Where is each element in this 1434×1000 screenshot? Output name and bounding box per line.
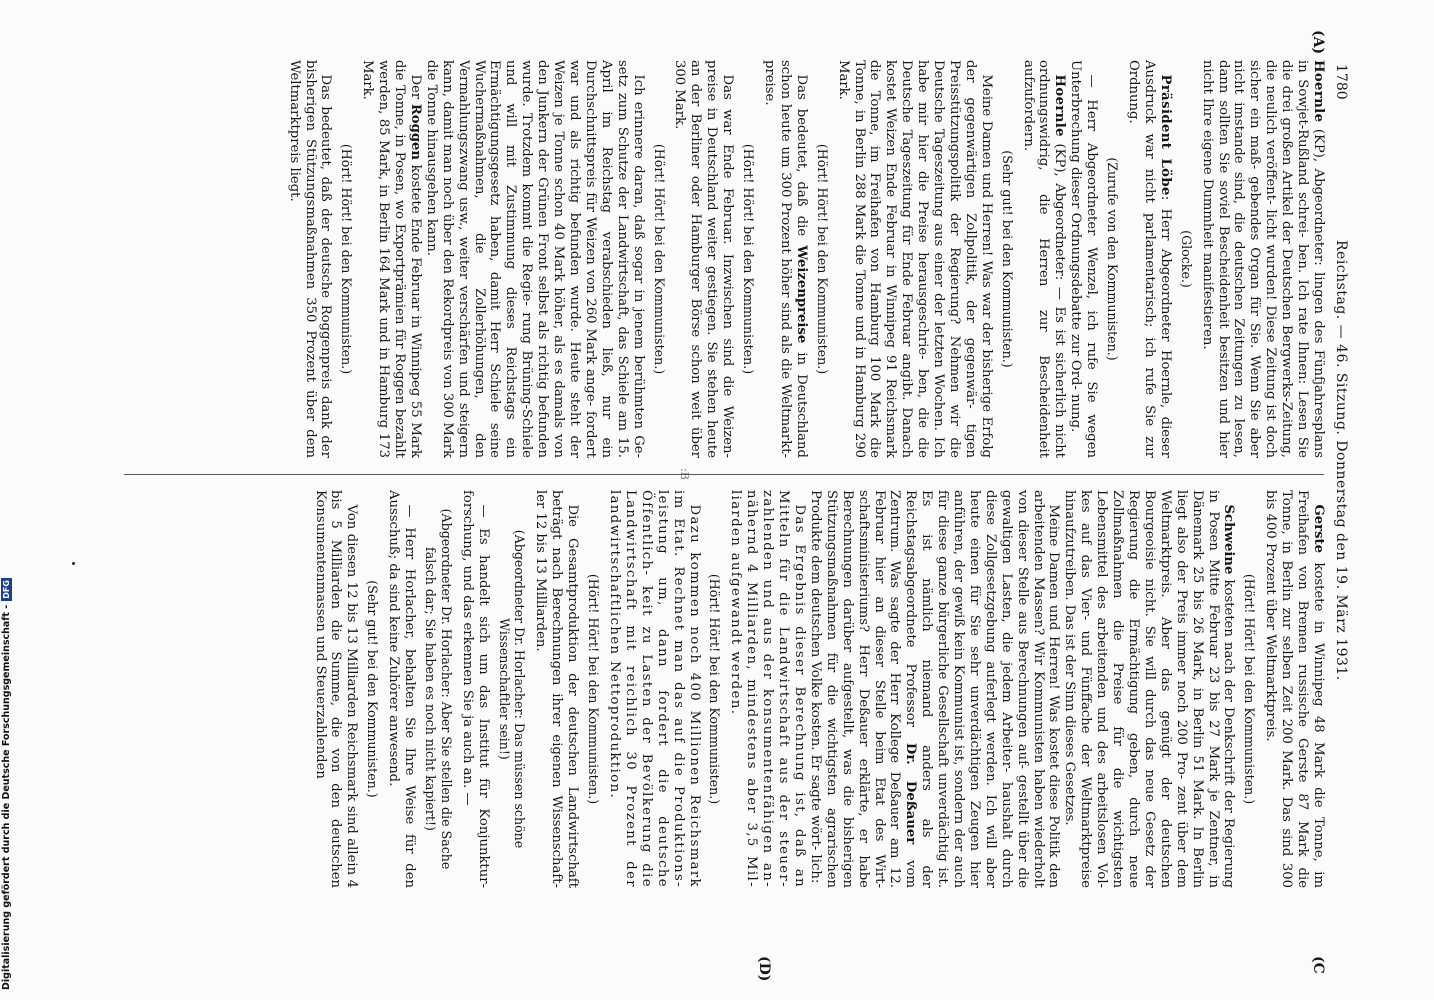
- margin-mark-c: (C: [1310, 956, 1326, 974]
- paragraph: [807, 490, 1062, 888]
- page-number: 1780: [1333, 64, 1349, 100]
- paragraph: — Es handelt sich um das Institut für Konjunktur- forschung, und das erkennen Sie ja auch an. —: [459, 490, 491, 888]
- remark: (Hört! Hört! bei den Kommunisten.): [814, 143, 830, 375]
- rotated-page-content: [112, 30, 1352, 982]
- speaker-name: Hoernle: [1052, 74, 1068, 137]
- remark: (Abgeordneter Dr. Horlacher: Das müssen schöne Wissenschaftler sein!): [496, 529, 528, 849]
- paragraph-text: Meine Damen und Herren! Was kostet diese Politik den arbeitenden Massen? Wir Kommunisten haben wiederholt von dieser Stelle aus Berechnungen auf- gestellt über die gewaltigen Lasten, die jedem Arbeiter- haushalt durch diese Zollgesetzgebung auferlegt werden. Ich will aber heute einen für Sie sehr unverdächtigen Zeugen hier anführen, der gewiß kein Kommunist ist, sondern der auch für diese ganze bürgerliche Gesellschaft unverdächtig ist. Es ist nämlich niemand anders als der Reichstagsabgeordnete Professor: [903, 490, 1062, 888]
- remark: (Sehr gut! bei den Kommunisten.): [999, 150, 1015, 368]
- margin-mark-b: :B: [678, 468, 691, 480]
- digitization-footer: [0, 580, 14, 1000]
- paragraph-text: Der: [407, 74, 423, 104]
- highlighted-term: Schweine: [1221, 504, 1237, 575]
- quotation: Das Ergebnis dieser Berechnung ist, daß an Mitteln für die Landwirtschaft aus der steuer- zahlenden und aus der konsumentenfähigen an- nähernd 4 Milliarden, mindestens aber 3,5 Mil- liarden aufgewandt werden.: [728, 490, 807, 888]
- highlighted-term: Roggen: [407, 103, 423, 161]
- speaker-name: Präsident Löbe: [1157, 74, 1173, 196]
- remark: (Hört! Hört! bei den Kommunisten.): [1242, 573, 1258, 805]
- quotation: Dazu kommen noch 400 Millionen Reichsmark im Etat. Rechnet man das auf die Produktions- leistung um, dann fordert die deutsche Öffentlich- keit zu Lasten der Bevölkerung die Landwirtschaft mit reichlich 30 Prozent der landwirtschaftlichen Nettoproduktion.: [607, 490, 702, 888]
- remark: (Abgeordneter Dr. Horlacher: Aber Sie stellen die Sache falsch dar; Sie haben es noch nicht kapiert!): [422, 508, 454, 870]
- dfg-logo: DFG: [2, 580, 11, 599]
- page-header: [1330, 60, 1352, 940]
- paragraph: [761, 60, 809, 458]
- highlighted-term: Dr. Deßauer: [903, 742, 919, 845]
- paragraph: Die Gesamtproduktion der deutschen Landwirtschaft beträgt nach Berechnungen ihrer eigenen Wissenschaft- ler 12 bis 13 Milliarden.: [533, 490, 581, 888]
- remark: (Glocke.): [1178, 230, 1194, 288]
- paragraph: [1199, 60, 1326, 458]
- paragraph: Von diesen 12 bis 13 Milliarden Reichsmark sind allein 4 bis 5 Milliarden die Summe, die von den deutschen Konsumentenmassen und Steuerzahlenden: [312, 490, 360, 888]
- paragraph: [1262, 490, 1326, 888]
- paragraph: [1125, 60, 1173, 458]
- paragraph-text: Das bedeutet, daß die: [793, 74, 809, 246]
- paragraph-text: (KP), Abgeordneter: — Es ist sicherlich nicht ordnungswidrig, die Herren zur Bescheidenheit aufzufordern.: [1020, 60, 1068, 458]
- right-column: [116, 490, 1326, 888]
- remark: (Hört! Hört! bei den Kommunisten.): [339, 143, 355, 375]
- footer-note-text: Digitalisierung gefördert durch die Deutsche Forschungsgemeinschaft -: [1, 604, 12, 990]
- left-column: [116, 60, 1326, 458]
- margin-mark-a: (A): [1310, 30, 1326, 55]
- remark: (Hört! Hört! bei den Kommunisten.): [741, 143, 757, 375]
- column-divider: [124, 474, 1324, 475]
- highlighted-term: Weizenpreise: [793, 245, 809, 344]
- remark: (Zurufe von den Kommunisten.): [1105, 157, 1121, 361]
- speaker-name: Hoernle: [1311, 60, 1326, 123]
- paragraph: Das war Ende Februar. Inzwischen sind die Weizen- preise in Deutschland weiter gestiegen. Sie stehen heute an der Berliner oder Hamburger Börse schon weit über 300 Mark.: [672, 60, 736, 458]
- paragraph-text: : Herr Abgeordneter Hoernle, dieser Ausdruck war nicht parlamentarisch; ich rufe Sie zur Ordnung.: [1126, 60, 1173, 458]
- running-head: Reichstag. — 46. Sitzung. Donnerstag den 19. März 1931.: [1333, 240, 1349, 681]
- paragraph: [1020, 60, 1068, 458]
- paragraph-text: kostete in Winnipeg 48 Mark die Tonne, im Freihafen von Bremen russische Gerste 87 Mark die Tonne, in Berlin zur selben Zeit 200 Mark. Das sind 300 bis 400 Prozent über Weltmarktpreis.: [1263, 490, 1326, 888]
- paragraph-text: kosteten nach der Denkschrift der Regierung in Posen Mitte Februar 23 bis 27 Mark je Zentner, in Dänemark 25 bis 26 Mark, in Berlin 51 Mark. In Berlin liegt also der Preis immer noch 200 Pro- zent über dem Weltmarktpreis. Aber das genügt der deutschen Bourgeoisie nicht. Sie will durch das neue Gesetz der Regierung die Ermächtigung geben, durch neue Zollmaßnahmen die Preise für die wichtigsten Lebensmittel des arbeitenden und des arbeitslosen Vol- kes auf das Vier- und Fünffache der Weltmarktpreise hinaufzutreiben. Das ist der Sinn dieses Gesetzes.: [1062, 490, 1237, 888]
- paragraph: — Herr Horlacher, behalten Sie Ihre Weise für den Ausschuß; da sind keine Zuhörer anwesend.: [386, 490, 418, 888]
- scan-speck: [72, 562, 75, 565]
- remark: (Hört! Hört! bei den Kommunisten.): [586, 573, 602, 805]
- highlighted-term: Gerste: [1311, 504, 1326, 554]
- paragraph: [359, 60, 423, 458]
- paragraph-text: (KP), Abgeordneter: lingen des Fünfjahresplans in Sowjet-Rußland schrei- ben. Ich rate Ihnen: Lesen Sie die drei großen Artikel der Deutschen Bergwerks-Zeitung, die neulich veröffent- licht wurden! Diese Zeitung ist doch sicher ein maß- gebendes Organ für Sie. Wenn Sie aber nicht imstande sind, die deutschen Zeitungen zu lesen, dann sollten Sie soviel Bescheidenheit besitzen und hier nicht Ihre eigene Dummheit manifestieren.: [1199, 60, 1326, 458]
- paragraph: Das bedeutet, daß der deutsche Roggenpreis dank der bisherigen Stützungsmaßnahmen 350 Prozent über dem Weltmarktpreis liegt.: [286, 60, 334, 458]
- paragraph-text: in Deutschland schon heute um 300 Prozent höher sind als die Weltmarkt- preise.: [762, 60, 809, 458]
- paragraph: Meine Damen und Herren! Was war der bisherige Erfolg der gegenwärtigen Zollpolitik, der gegenwär- tigen Preisstützungspolitik der Regierung? Nehmen wir die Deutsche Tageszeitung aus einer der letzten Wochen. Ich habe mir hier die Preise herausgeschrie- ben, die die Deutsche Tageszeitung für Ende Februar angibt. Danach kostet Weizen Ende Februar in Winnipeg 91 Reichsmark die Tonne, im Freihafen von Hamburg 100 Mark die Tonne, in Berlin 288 Mark die Tonne und in Hamburg 290 Mark.: [835, 60, 994, 458]
- paragraph-text: kostete Ende Februar in Winnipeg 55 Mark die Tonne, in Posen, wo Exportprämien für Roggen bezahlt werden, 85 Mark, in Berlin 164 Mark und in Hamburg 173 Mark.: [360, 60, 423, 458]
- margin-mark-d: (D): [756, 956, 772, 982]
- remark: (Hört! Hört! bei den Kommunisten.): [707, 573, 723, 805]
- paragraph: — Herr Abgeordneter Wenzel, ich rufe Sie wegen Unterbrechung dieser Ordnungsdebatte zur Ord- nung.: [1068, 60, 1100, 458]
- remark: (Hört! Hört! bei den Kommunisten.): [651, 143, 667, 375]
- paragraph: Ich erinnere daran, daß sogar in jenem berühmten Ge- setz zum Schutze der Landwirtschaft, das Schiele am 15. April im Reichstag verabschieden ließ, nur ein Durchschnittspreis für Weizen von 260 Mark ange- fordert war und als richtig befunden wurde. Heute steht der Weizen je Tonne schon 40 Mark höher, als es damals von den Junkern der Grünen Front selbst als richtig befunden wurde. Trotzdem kommt die Regie- rung Brüning-Schiele und will mit Zustimmung dieses Reichstags ein Ermächtigungsgesetz haben, damit Herr Schiele seine Wuchermaßnahmen, die Zollerhöhungen, den Vermahlungszwang usw., weiter verschärfen und steigern kann, damit man noch über den Rekordpreis von 300 Mark die Tonne hinausgehen kann.: [423, 60, 646, 458]
- paragraph: [1062, 490, 1237, 888]
- remark: (Sehr gut! bei den Kommunisten.): [365, 580, 381, 798]
- paragraph-text: vom Zentrum. Was sagte der Herr Kollege Deßauer am 12. Februar hier an dieser Stelle beim Etat des Wirt- schaftsministeriums? Herr Deßauer erklärte, er habe Berechnungen darüber aufgestellt, was die bisherigen Stützungsmaßnahmen für die wichtigsten agrarischen Produkte dem deutschen Volke kosten. Er sagte wört- lich:: [807, 490, 919, 888]
